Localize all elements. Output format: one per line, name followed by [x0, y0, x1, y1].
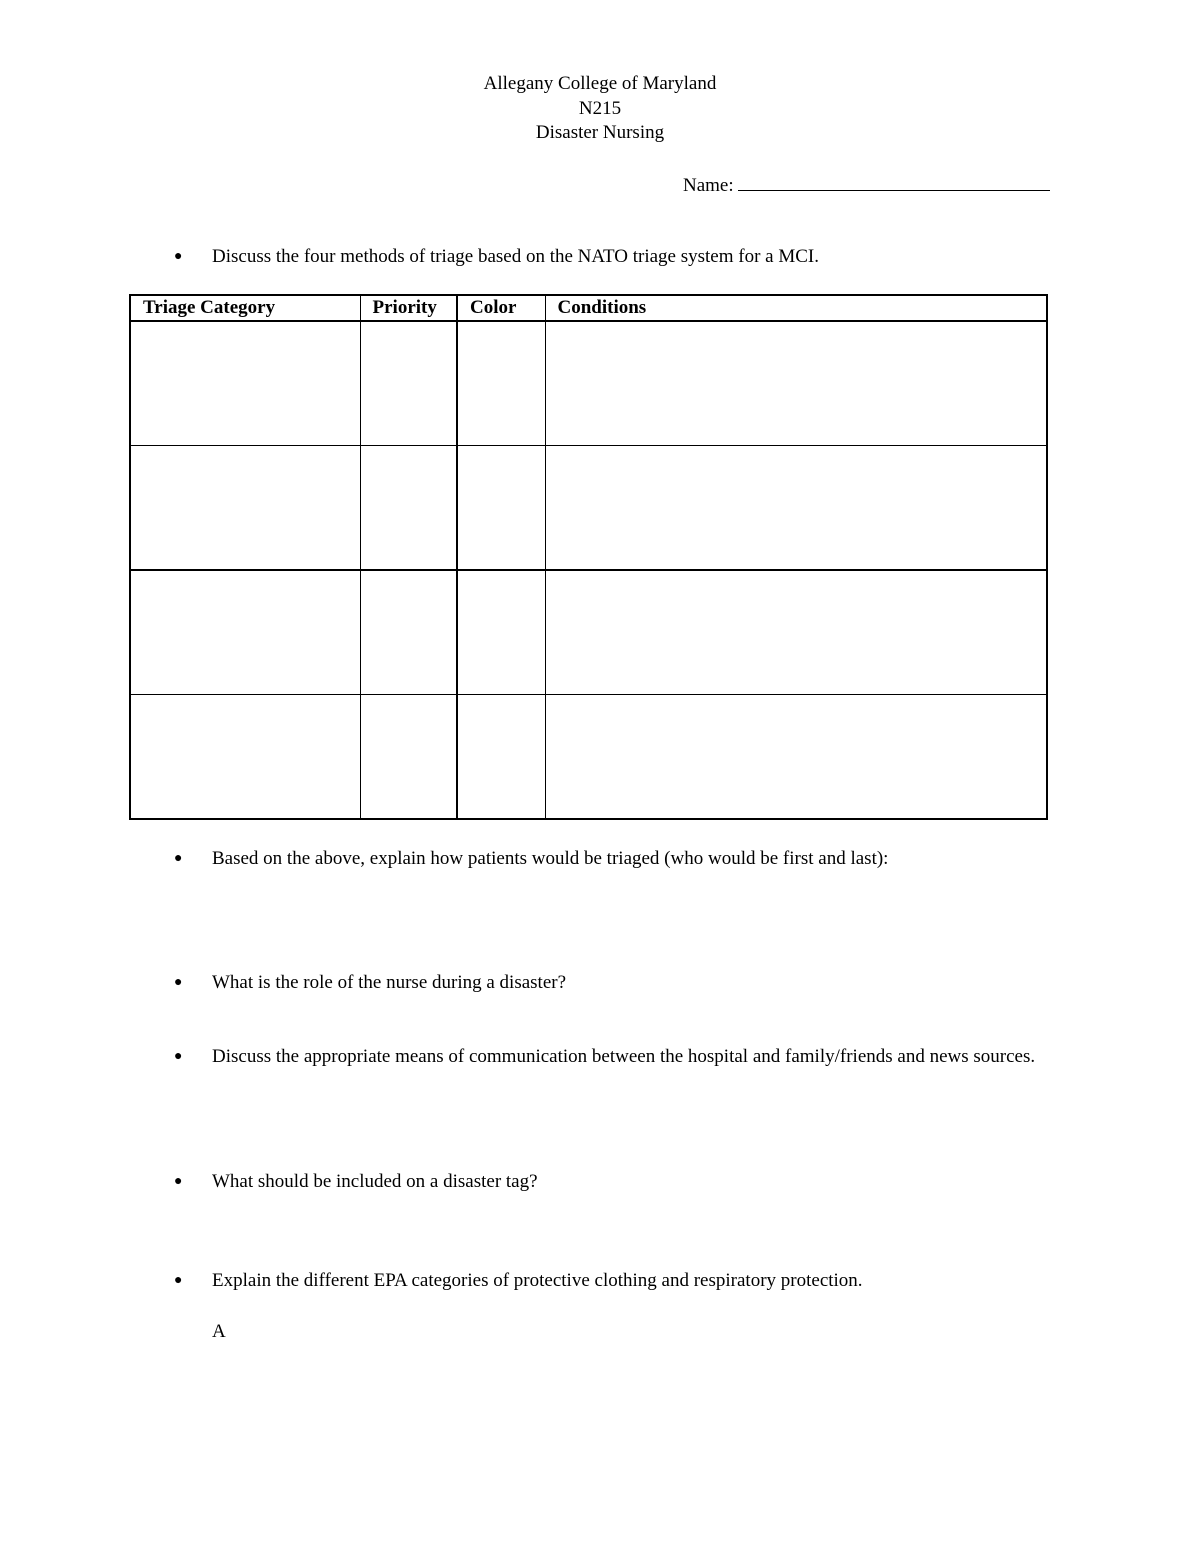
cell-conditions[interactable]: [545, 446, 1047, 571]
cell-triage-category[interactable]: [130, 446, 360, 571]
cell-color[interactable]: [457, 446, 545, 571]
table-row: [130, 446, 1047, 571]
institution-title: Allegany College of Maryland: [483, 73, 717, 94]
header-priority: Priority: [360, 295, 457, 321]
cell-triage-category[interactable]: [130, 570, 360, 695]
question-text: Discuss the appropriate means of communication between the hospital and family/friends and news sources.: [212, 1046, 1036, 1067]
bullet-icon: ●: [174, 1273, 183, 1288]
question-text: Based on the above, explain how patients would be triaged (who would be first and last):: [212, 848, 889, 869]
table-header-row: [130, 295, 1047, 321]
question-text: Explain the different EPA categories of protective clothing and respiratory protection.: [212, 1270, 863, 1291]
cell-priority[interactable]: [360, 446, 457, 571]
cell-conditions[interactable]: [545, 695, 1047, 820]
question-6: [174, 1269, 1054, 1294]
question-2: [174, 847, 1054, 872]
cell-priority[interactable]: [360, 570, 457, 695]
question-1: [174, 245, 1054, 270]
question-text: What should be included on a disaster tag?: [212, 1171, 538, 1192]
course-name: Disaster Nursing: [535, 122, 665, 143]
bullet-icon: ●: [174, 249, 183, 264]
cell-triage-category[interactable]: [130, 695, 360, 820]
question-text: What is the role of the nurse during a disaster?: [212, 972, 567, 993]
document-header: [0, 72, 1200, 146]
question-text: Discuss the four methods of triage based on the NATO triage system for a MCI.: [212, 246, 819, 267]
cell-color[interactable]: [457, 695, 545, 820]
question-4: [174, 1045, 1054, 1070]
header-triage-category: Triage Category: [130, 295, 360, 321]
table-row: [130, 321, 1047, 446]
name-blank-line[interactable]: [738, 172, 1050, 191]
table-row: [130, 570, 1047, 695]
bullet-icon: ●: [174, 1174, 183, 1189]
bullet-icon: ●: [174, 851, 183, 866]
header-conditions: Conditions: [545, 295, 1047, 321]
triage-table: [129, 294, 1048, 820]
name-label: Name:: [683, 175, 734, 196]
cell-priority[interactable]: [360, 321, 457, 446]
bullet-icon: ●: [174, 1049, 183, 1064]
header-color: Color: [457, 295, 545, 321]
table-row: [130, 695, 1047, 820]
bullet-icon: ●: [174, 975, 183, 990]
cell-priority[interactable]: [360, 695, 457, 820]
epa-answer-start: A: [212, 1321, 226, 1342]
cell-color[interactable]: [457, 570, 545, 695]
question-5: [174, 1170, 1054, 1195]
name-field: [683, 172, 1063, 197]
question-3: [174, 971, 1054, 996]
cell-triage-category[interactable]: [130, 321, 360, 446]
cell-color[interactable]: [457, 321, 545, 446]
course-code: N215: [578, 97, 622, 119]
cell-conditions[interactable]: [545, 570, 1047, 695]
cell-conditions[interactable]: [545, 321, 1047, 446]
